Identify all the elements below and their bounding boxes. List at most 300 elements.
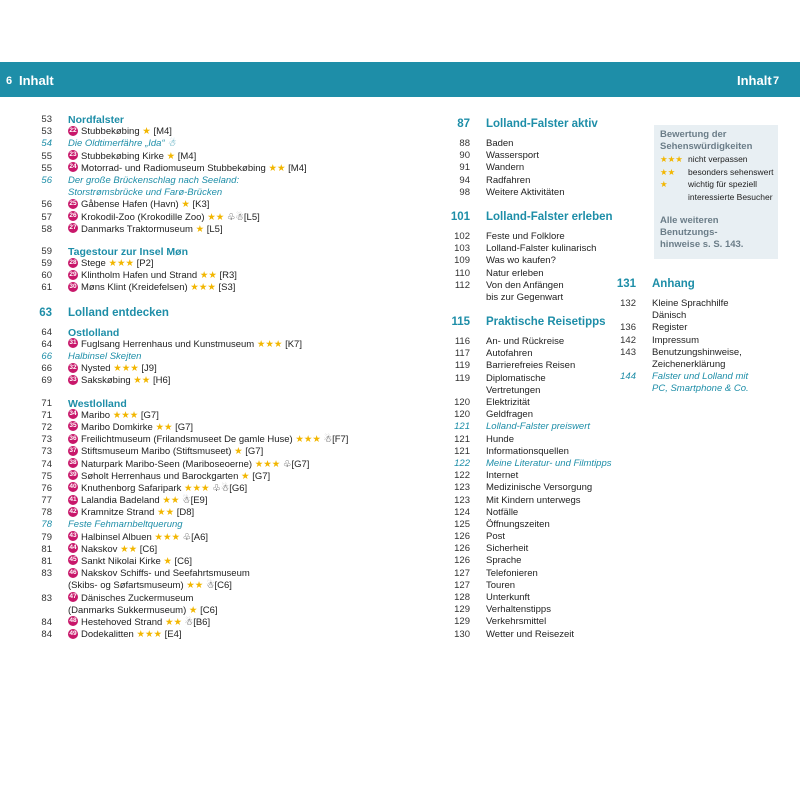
- toc-entry[interactable]: [0, 617, 390, 629]
- entry-text: [486, 421, 590, 433]
- rating-stars: ★★★: [295, 434, 321, 446]
- toc-entry[interactable]: [596, 383, 786, 395]
- toc-entry[interactable]: [0, 363, 390, 375]
- toc-entry[interactable]: [596, 310, 786, 322]
- poi-number-badge: 26: [69, 211, 77, 219]
- entry-label: Dodekalitten: [81, 629, 134, 641]
- toc-entry[interactable]: [416, 616, 606, 628]
- toc-entry[interactable]: [0, 375, 390, 387]
- entry-label: Unterkunft: [486, 592, 530, 603]
- entry-label: Internet: [486, 470, 519, 482]
- entry-text: [68, 434, 348, 446]
- poi-number-badge: 44: [69, 544, 77, 552]
- entry-text: [486, 314, 606, 330]
- map-reference: [C6]: [200, 604, 218, 616]
- entry-label: Storstrømsbrücke und Farø-Brücken: [68, 187, 223, 199]
- toc-entry[interactable]: [0, 138, 390, 150]
- rating-label: besonders sehenswert: [688, 166, 774, 177]
- page-number-right: 7: [773, 75, 780, 87]
- entry-label: Telefonieren: [486, 567, 538, 579]
- rating-title-2: Sehenswürdigkeiten: [660, 141, 753, 152]
- entry-label: Motorrad- und Radiomuseum Stubbekøbing: [81, 162, 266, 174]
- entry-label: Stege: [81, 258, 106, 270]
- header-bar-left: [0, 62, 400, 96]
- entry-label: Weitere Aktivitäten: [486, 186, 565, 198]
- map-reference: [P2]: [136, 258, 154, 270]
- page-number: 66: [41, 363, 52, 375]
- rating-title: Bewertung der: [660, 129, 727, 140]
- toc-entry[interactable]: [596, 347, 786, 359]
- toc-entry[interactable]: [0, 519, 390, 531]
- spacer: [416, 304, 606, 314]
- toc-entry[interactable]: [416, 434, 606, 446]
- section-heading[interactable]: [0, 114, 390, 126]
- rating-stars: ★★: [164, 616, 183, 628]
- map-reference: ♧☃[L5]: [226, 211, 260, 223]
- poi-number-badge: 27: [69, 224, 77, 232]
- entry-label: Lolland entdecken: [68, 306, 169, 319]
- entry-text: [486, 604, 551, 616]
- entry-text: [68, 580, 232, 592]
- toc-entry[interactable]: [0, 483, 390, 495]
- map-reference: [M4]: [153, 126, 172, 138]
- rating-stars: ★★★: [154, 531, 180, 543]
- toc-entry[interactable]: [416, 336, 606, 348]
- entry-text: [68, 224, 223, 236]
- toc-entry[interactable]: [596, 359, 786, 371]
- entry-label: Lolland-Falster erleben: [486, 210, 613, 223]
- page-number: 74: [41, 458, 52, 470]
- entry-text: [486, 616, 546, 628]
- toc-entry[interactable]: [0, 459, 390, 471]
- page-number: 136: [620, 322, 636, 334]
- rating-stars: ★★: [133, 375, 151, 387]
- entry-label: Register: [652, 322, 688, 334]
- toc-entry[interactable]: [0, 339, 390, 351]
- toc-column-1: [0, 114, 390, 641]
- rating-stars: ★: [188, 604, 198, 616]
- toc-entry[interactable]: [416, 446, 606, 458]
- rating-stars: ★★★: [190, 282, 216, 294]
- toc-entry[interactable]: [416, 568, 606, 580]
- toc-entry[interactable]: [416, 592, 606, 604]
- toc-entry[interactable]: [0, 410, 390, 422]
- map-reference: [G7]: [140, 409, 159, 421]
- chapter-heading[interactable]: [596, 276, 786, 292]
- toc-entry[interactable]: [0, 126, 390, 138]
- entry-label: Hunde: [486, 433, 514, 445]
- entry-text: [68, 163, 307, 175]
- entry-text: [68, 212, 260, 224]
- toc-entry[interactable]: [416, 482, 606, 494]
- entry-label: Krokodil-Zoo (Krokodille Zoo): [81, 211, 205, 223]
- toc-entry[interactable]: [416, 409, 606, 421]
- poi-number-badge: 35: [69, 422, 77, 430]
- chapter-heading[interactable]: [416, 116, 606, 132]
- toc-entry[interactable]: [416, 138, 606, 150]
- entry-text: [68, 305, 169, 321]
- rating-stars: ★★★: [108, 258, 135, 270]
- toc-entry[interactable]: [0, 351, 390, 363]
- entry-text: [486, 446, 569, 458]
- toc-entry[interactable]: [596, 335, 786, 347]
- entry-label: Nakskov: [81, 543, 118, 555]
- page-number: 78: [41, 507, 52, 519]
- entry-text: [486, 482, 592, 494]
- poi-number-badge: 24: [69, 163, 77, 171]
- entry-label: Öffnungszeiten: [486, 518, 550, 530]
- page-number: 122: [454, 470, 470, 482]
- chapter-heading[interactable]: [0, 305, 390, 321]
- page-number: 58: [41, 223, 52, 235]
- rating-stars: ★: [234, 446, 243, 458]
- map-reference: [C6]: [174, 556, 192, 567]
- entry-label: Touren: [486, 579, 516, 591]
- toc-column-3: [596, 276, 786, 396]
- toc-entry[interactable]: [0, 580, 390, 592]
- toc-entry[interactable]: [416, 555, 606, 567]
- map-reference: [G7]: [245, 446, 264, 458]
- toc-entry[interactable]: [596, 371, 786, 383]
- page-number: 112: [454, 279, 470, 291]
- page-number: 53: [41, 126, 52, 138]
- page-number: 129: [454, 616, 470, 628]
- entry-label: Mit Kindern unterwegs: [486, 494, 581, 506]
- entry-text: [486, 458, 612, 470]
- spacer: [0, 295, 390, 305]
- page-number: 60: [41, 270, 52, 282]
- entry-label: Gåbense Hafen (Havn): [81, 199, 179, 211]
- toc-entry[interactable]: [0, 270, 390, 282]
- page-number: 84: [41, 616, 52, 628]
- poi-number-badge: 29: [69, 270, 77, 278]
- toc-entry[interactable]: [416, 470, 606, 482]
- page-number: 59: [41, 245, 52, 257]
- toc-entry[interactable]: [0, 175, 390, 187]
- toc-entry[interactable]: [416, 348, 606, 360]
- rating-stars: ★: [142, 126, 151, 138]
- page-number: 55: [41, 162, 52, 174]
- poi-number-badge: 43: [69, 532, 77, 540]
- page-number: 56: [41, 174, 52, 186]
- poi-number-badge: 34: [69, 410, 77, 418]
- entry-label: Stubbekøbing: [81, 126, 140, 138]
- entry-text: [68, 422, 193, 434]
- entry-label: bis zur Gegenwart: [486, 291, 564, 303]
- rating-stars: ★★★: [660, 154, 683, 164]
- page-number: 83: [41, 592, 52, 604]
- toc-entry[interactable]: [416, 280, 606, 292]
- page-number: 121: [454, 421, 470, 433]
- entry-text: [486, 243, 596, 255]
- toc-entry[interactable]: [0, 434, 390, 446]
- page-number: 130: [454, 628, 470, 640]
- entry-label: Medizinische Versorgung: [486, 482, 593, 494]
- page-number: 69: [41, 375, 52, 387]
- rating-legend-row: [660, 178, 772, 191]
- entry-label: Zeichenerklärung: [652, 358, 726, 370]
- entry-text: [68, 151, 196, 163]
- toc-entry[interactable]: [416, 255, 606, 267]
- page-number: 90: [459, 150, 470, 162]
- poi-number-badge: 41: [69, 495, 77, 503]
- usage-note: Alle weiteren Benutzungs-: [660, 215, 719, 238]
- page-number: 143: [620, 346, 636, 358]
- entry-label: Maribo: [81, 409, 111, 421]
- toc-entry[interactable]: [416, 187, 606, 199]
- page-number: 123: [454, 494, 470, 506]
- toc-entry[interactable]: [0, 187, 390, 199]
- page-number: 64: [41, 338, 52, 350]
- entry-text: [68, 246, 188, 258]
- entry-text: [486, 175, 530, 187]
- toc-entry[interactable]: [0, 199, 390, 211]
- toc-entry[interactable]: [0, 446, 390, 458]
- entry-label: Danmarks Traktormuseum: [81, 223, 193, 235]
- entry-label: Hestehoved Strand: [81, 616, 163, 628]
- poi-number-badge: 46: [69, 568, 77, 576]
- toc-entry[interactable]: [416, 519, 606, 531]
- toc-entry[interactable]: [0, 568, 390, 580]
- page-number: 56: [41, 199, 52, 211]
- toc-entry[interactable]: [0, 507, 390, 519]
- toc-entry[interactable]: [416, 397, 606, 409]
- toc-entry[interactable]: [416, 385, 606, 397]
- page-number: 76: [41, 482, 52, 494]
- toc-entry[interactable]: [0, 544, 390, 556]
- rating-label: interessierte Besucher: [688, 191, 773, 202]
- page-number: 142: [620, 334, 636, 346]
- entry-label: Nysted: [81, 363, 111, 375]
- poi-number-badge: 23: [69, 151, 77, 159]
- toc-entry[interactable]: [0, 422, 390, 434]
- entry-text: [652, 371, 748, 383]
- rating-stars: ★★: [199, 270, 217, 282]
- rating-legend-row: [660, 153, 772, 166]
- entry-label: Klintholm Hafen und Strand: [81, 270, 198, 282]
- toc-entry[interactable]: [416, 175, 606, 187]
- toc-entry[interactable]: [0, 629, 390, 641]
- page-number: 83: [41, 568, 52, 580]
- entry-label: Søholt Herrenhaus und Barockgarten: [81, 470, 239, 482]
- map-reference: ♧[G7]: [282, 458, 310, 470]
- entry-label: Anhang: [652, 278, 695, 290]
- poi-number-badge: 37: [69, 446, 77, 454]
- entry-text: [68, 187, 222, 199]
- page-number: 88: [459, 138, 470, 149]
- page-number: 120: [454, 409, 470, 421]
- toc-entry[interactable]: [416, 360, 606, 372]
- entry-text: [68, 410, 159, 422]
- entry-label: Naturpark Maribo-Seen (Mariboseoerne): [81, 458, 253, 470]
- rating-stars: ★★: [157, 507, 175, 519]
- rating-stars: ★★★: [136, 629, 163, 641]
- map-reference: [L5]: [206, 223, 223, 235]
- toc-entry[interactable]: [416, 150, 606, 162]
- poi-number-badge: 39: [69, 471, 77, 479]
- entry-label: Halbinsel Skejten: [68, 351, 142, 362]
- toc-entry[interactable]: [416, 162, 606, 174]
- entry-text: [68, 605, 218, 617]
- poi-number-badge: 40: [69, 483, 77, 491]
- entry-text: [68, 339, 302, 351]
- page-number: 61: [41, 282, 52, 294]
- page-number: 126: [454, 555, 470, 567]
- entry-label: Baden: [486, 138, 514, 149]
- map-reference: [S3]: [218, 282, 236, 294]
- poi-number-badge: 47: [69, 593, 77, 601]
- entry-text: [486, 507, 518, 519]
- page-number: 121: [454, 433, 470, 445]
- toc-entry[interactable]: [416, 292, 606, 304]
- toc-entry[interactable]: [0, 605, 390, 617]
- entry-text: [486, 116, 598, 132]
- toc-entry[interactable]: [416, 495, 606, 507]
- page-number: 109: [454, 255, 470, 267]
- entry-label: Feste und Folklore: [486, 230, 565, 242]
- page-number: 54: [41, 138, 52, 150]
- rating-rows: [660, 153, 772, 203]
- page-number: 103: [454, 243, 470, 255]
- entry-label: Westlolland: [68, 397, 127, 410]
- entry-text: [486, 187, 565, 199]
- toc-entry[interactable]: [0, 224, 390, 236]
- entry-label: Radfahren: [486, 174, 531, 186]
- entry-label: Fuglsang Herrenhaus und Kunstmuseum: [81, 338, 255, 350]
- entry-text: [68, 175, 239, 187]
- toc-entry[interactable]: [0, 593, 390, 605]
- toc-entry[interactable]: [596, 298, 786, 310]
- map-reference: ☃[E9]: [182, 495, 208, 507]
- map-reference: [C6]: [139, 543, 158, 555]
- toc-entry[interactable]: [0, 471, 390, 483]
- page-number: 115: [451, 316, 470, 329]
- rating-stars: ★★: [155, 421, 173, 433]
- page-number: 84: [41, 629, 52, 641]
- entry-label: Falster und Lolland mit: [652, 371, 749, 383]
- toc-entry[interactable]: [416, 421, 606, 433]
- toc-entry[interactable]: [416, 268, 606, 280]
- toc-entry[interactable]: [416, 507, 606, 519]
- poi-number-badge: 38: [69, 458, 77, 466]
- entry-text: [68, 459, 309, 471]
- toc-entry[interactable]: [416, 580, 606, 592]
- toc-entry[interactable]: [416, 243, 606, 255]
- entry-label: Informationsquellen: [486, 445, 569, 457]
- rating-stars: ★: [181, 199, 190, 211]
- rating-stars: ★: [660, 179, 668, 189]
- toc-entry[interactable]: [0, 151, 390, 163]
- toc-entry[interactable]: [0, 212, 390, 224]
- entry-label: Die Oldtimerfähre „Ida“: [68, 138, 165, 150]
- entry-text: [652, 276, 695, 292]
- entry-text: [652, 335, 699, 347]
- rating-stars: ★: [195, 223, 205, 235]
- page-number: 126: [454, 543, 470, 555]
- rating-stars: ★★: [268, 162, 286, 174]
- poi-number-badge: 31: [69, 339, 77, 347]
- toc-entry[interactable]: [416, 629, 606, 641]
- entry-text: [652, 347, 742, 359]
- entry-label: Impressum: [652, 334, 699, 346]
- entry-text: [486, 348, 532, 360]
- entry-text: [68, 532, 208, 544]
- poi-number-badge: 30: [69, 282, 77, 290]
- entry-label: Verhaltenstipps: [486, 604, 551, 616]
- entry-label: Praktische Reisetipps: [486, 316, 606, 329]
- page-number: 102: [454, 230, 470, 242]
- page-number: 71: [41, 397, 52, 409]
- entry-text: [486, 209, 613, 225]
- toc-entry[interactable]: [416, 457, 612, 470]
- section-heading[interactable]: [0, 398, 390, 410]
- toc-entry[interactable]: [416, 373, 606, 385]
- entry-label: Der große Brückenschlag nach Seeland:: [68, 174, 240, 186]
- entry-label: Lolland-Falster preiswert: [486, 421, 591, 433]
- page-number: 131: [616, 278, 636, 290]
- poi-number-badge: 36: [69, 434, 77, 442]
- chapter-heading[interactable]: [416, 314, 606, 330]
- entry-label: Von den Anfängen: [486, 279, 564, 291]
- entry-text: [68, 519, 183, 531]
- toc-entry[interactable]: [596, 322, 786, 334]
- map-reference: [H6]: [152, 375, 171, 387]
- section-heading[interactable]: [0, 246, 390, 258]
- entry-text: [486, 519, 550, 531]
- map-reference: ♧☃[G6]: [212, 482, 248, 494]
- entry-label: Kleine Sprachhilfe: [652, 298, 729, 309]
- entry-text: [486, 470, 518, 482]
- page-number: 94: [459, 174, 470, 186]
- toc-entry[interactable]: [416, 604, 606, 616]
- entry-text: [68, 471, 270, 483]
- entry-label: Dänisches Zuckermuseum: [81, 592, 194, 604]
- toc-entry[interactable]: [0, 282, 390, 294]
- toc-entry[interactable]: [0, 163, 390, 175]
- entry-text: [68, 258, 154, 270]
- entry-label: (Skibs- og Søfartsmuseum): [68, 580, 184, 592]
- toc-entry[interactable]: [0, 556, 390, 568]
- page-number: 121: [454, 445, 470, 457]
- entry-text: [486, 543, 528, 555]
- toc-entry[interactable]: [0, 258, 390, 270]
- page-title-right: Inhalt: [737, 73, 772, 88]
- poi-number-badge: 32: [69, 363, 77, 371]
- toc-entry[interactable]: [416, 531, 606, 543]
- entry-label: (Danmarks Sukkermuseum): [68, 604, 187, 616]
- toc-entry[interactable]: [0, 495, 390, 507]
- toc-entry[interactable]: [0, 532, 390, 544]
- page-number: 55: [41, 150, 52, 162]
- entry-text: [486, 397, 530, 409]
- entry-text: [486, 555, 521, 567]
- rating-stars: ★★: [207, 211, 225, 223]
- rating-stars: ★★★: [112, 409, 139, 421]
- page-number: 66: [41, 351, 52, 362]
- chapter-heading[interactable]: [416, 209, 613, 225]
- map-reference: ☃[B6]: [184, 616, 211, 628]
- entry-label: Nordfalster: [68, 114, 125, 126]
- section-heading[interactable]: [0, 327, 390, 339]
- toc-entry[interactable]: [416, 543, 606, 555]
- entry-label: Post: [486, 531, 506, 543]
- page-number: 124: [454, 506, 470, 518]
- entry-label: Dänisch: [652, 310, 687, 322]
- entry-text: [486, 434, 514, 446]
- usage-note-2: hinweise s. S. 143.: [660, 239, 744, 250]
- toc-entry[interactable]: [416, 231, 606, 243]
- map-reference: [R3]: [219, 270, 237, 282]
